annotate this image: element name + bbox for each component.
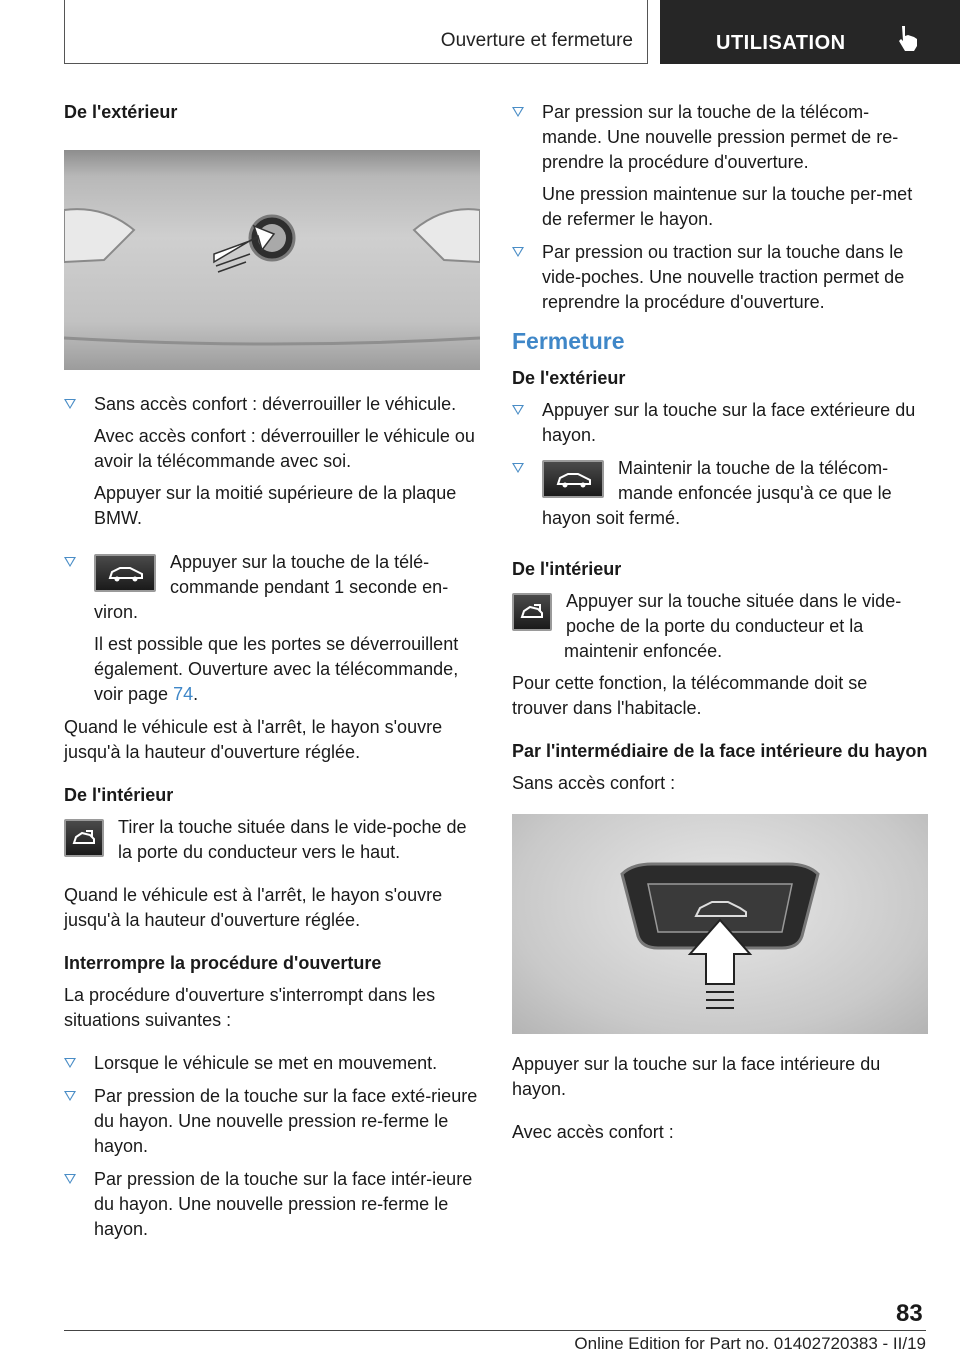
- left-column: [64, 100, 480, 1250]
- list-item: [64, 1167, 480, 1242]
- paragraph: Maintenir la touche de la télécom-mande enfoncée jusqu'à ce que le hayon soit fermé.: [542, 458, 892, 528]
- list-item: [512, 240, 928, 315]
- paragraph: Il est possible que les portes se déverrouillent également. Ouverture avec la télécommande, voir page 74.: [94, 634, 459, 704]
- heading-interrupt-opening: Interrompre la procédure d'ouverture: [64, 953, 382, 973]
- bullet-triangle-icon: [64, 399, 76, 409]
- bullet-triangle-icon: [512, 463, 524, 473]
- right-column: [512, 100, 928, 1152]
- list-item: [64, 1084, 480, 1159]
- footer-divider: [64, 1330, 926, 1331]
- paragraph: Quand le véhicule est à l'arrêt, le hayon s'ouvre jusqu'à la hauteur d'ouverture réglée.: [64, 885, 443, 930]
- paragraph: Par pression de la touche sur la face intér-ieure du hayon. Une nouvelle pression re-ferme le hayon.: [94, 1169, 473, 1239]
- heading-inner-tailgate: Par l'intermédiaire de la face intérieure du hayon: [512, 741, 928, 761]
- inner-tailgate-button-photo: [512, 814, 928, 1034]
- header-chapter-title: UTILISATION: [716, 32, 846, 54]
- paragraph: Quand le véhicule est à l'arrêt, le hayon s'ouvre jusqu'à la hauteur d'ouverture réglée.: [64, 717, 443, 762]
- paragraph: La procédure d'ouverture s'interrompt dans les situations suivantes :: [64, 985, 436, 1030]
- heading-from-outside: De l'extérieur: [64, 102, 178, 122]
- door-tailgate-button-icon: [64, 819, 104, 857]
- list-item: [512, 100, 928, 232]
- paragraph: Par pression ou traction sur la touche dans le vide-poches. Une nouvelle traction permet de reprendre la procédure d'ouverture.: [542, 242, 905, 312]
- pointing-hand-icon: [896, 24, 922, 52]
- paragraph: Lorsque le véhicule se met en mouvement.: [94, 1053, 438, 1073]
- paragraph: Appuyer sur la touche sur la face extérieure du hayon.: [542, 400, 916, 445]
- paragraph: Par pression sur la touche de la télécom-mande. Une nouvelle pression permet de re-prendre la procédure d'ouverture.: [542, 102, 899, 172]
- heading-closing: Fermeture: [512, 328, 625, 354]
- paragraph: Sans accès confort :: [512, 773, 676, 793]
- list-item: [64, 1051, 480, 1076]
- door-tailgate-button-icon: [512, 593, 552, 631]
- paragraph: Sans accès confort : déverrouiller le véhicule.: [94, 394, 457, 414]
- bullet-triangle-icon: [512, 107, 524, 117]
- header-chapter-box: [660, 0, 960, 64]
- header-section-title: Ouverture et fermeture: [440, 30, 633, 51]
- bullet-triangle-icon: [64, 1058, 76, 1068]
- paragraph: Une pression maintenue sur la touche per-met de refermer le hayon.: [542, 184, 913, 229]
- bullet-triangle-icon: [64, 557, 76, 567]
- list-item: [512, 456, 928, 538]
- list-item: [512, 398, 928, 448]
- heading-from-inside: De l'intérieur: [64, 785, 174, 805]
- paragraph: Tirer la touche située dans le vide-poche de la porte du conducteur vers le haut.: [118, 817, 467, 862]
- paragraph: Avec accès confort : déverrouiller le véhicule ou avoir la télécommande avec soi.: [94, 426, 475, 471]
- list-item: [64, 392, 480, 531]
- header-section-box: [64, 0, 648, 64]
- paragraph: Appuyer sur la touche située dans le vide-poche de la porte du conducteur et la maintenir enfoncée.: [564, 591, 902, 661]
- paragraph: Appuyer sur la touche de la télé-commande pendant 1 seconde en-viron.: [94, 552, 449, 622]
- page-number: 83: [896, 1300, 923, 1327]
- bullet-triangle-icon: [64, 1091, 76, 1101]
- remote-tailgate-button-icon: [542, 460, 604, 498]
- tailgate-photo: [64, 150, 480, 370]
- list-item: [64, 550, 480, 707]
- paragraph: Par pression de la touche sur la face exté-rieure du hayon. Une nouvelle pression re-ferme le hayon.: [94, 1086, 478, 1156]
- bullet-triangle-icon: [512, 405, 524, 415]
- heading-from-outside: De l'extérieur: [512, 368, 626, 388]
- footer-edition: Online Edition for Part no. 01402720383 - II/19: [574, 1334, 926, 1353]
- remote-tailgate-button-icon: [94, 554, 156, 592]
- paragraph: Appuyer sur la touche sur la face intérieure du hayon.: [512, 1054, 881, 1099]
- heading-from-inside: De l'intérieur: [512, 559, 622, 579]
- bullet-triangle-icon: [64, 1174, 76, 1184]
- bullet-triangle-icon: [512, 247, 524, 257]
- paragraph: Appuyer sur la moitié supérieure de la plaque BMW.: [94, 483, 457, 528]
- page-reference-link[interactable]: 74: [173, 684, 194, 704]
- paragraph: Avec accès confort :: [512, 1122, 674, 1142]
- paragraph: Pour cette fonction, la télécommande doit se trouver dans l'habitacle.: [512, 673, 868, 718]
